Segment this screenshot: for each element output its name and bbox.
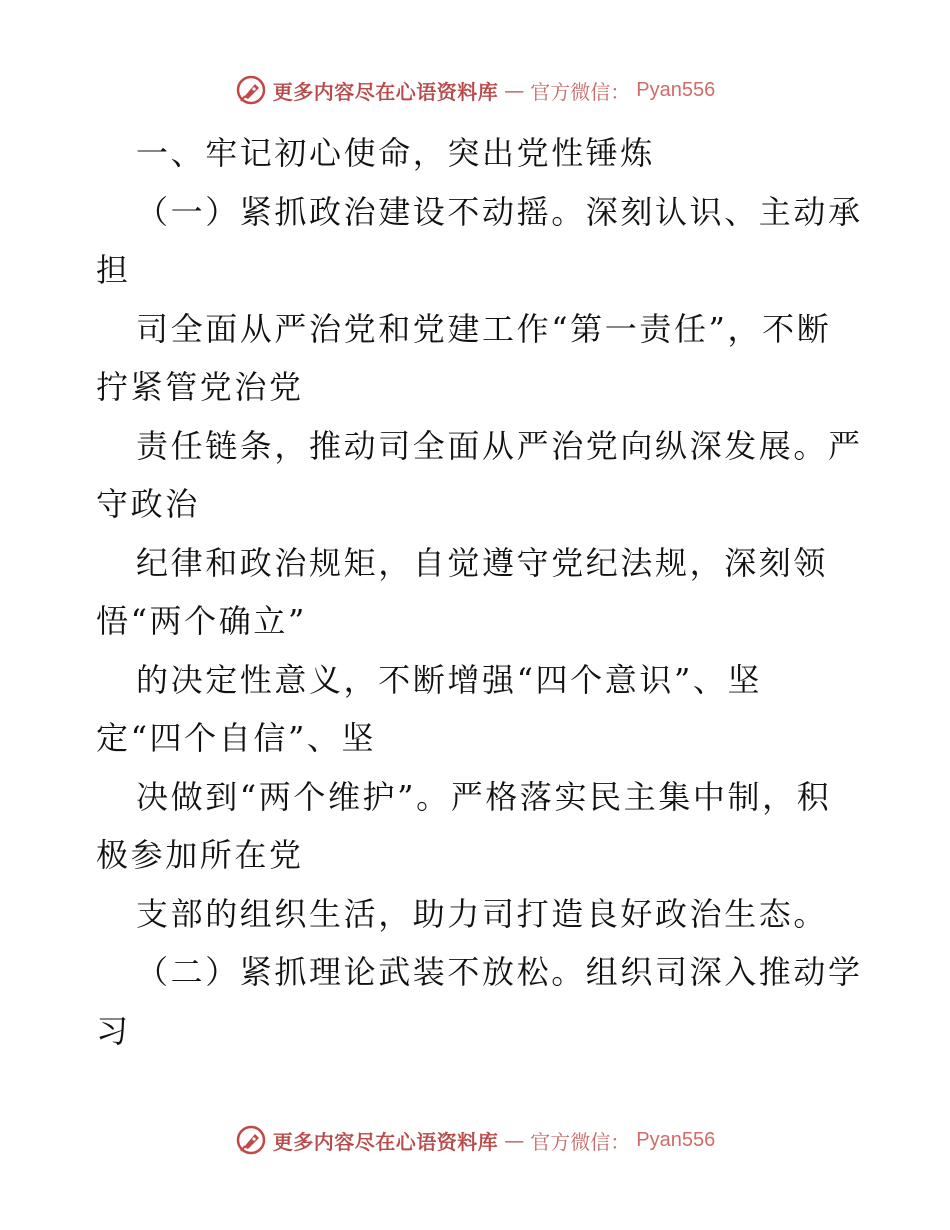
pen-nib-logo-icon <box>235 1124 267 1156</box>
document-body <box>96 124 863 1060</box>
paragraph-line: 责任链条，推动司全面从严治党向纵深发展。严 <box>136 426 863 465</box>
paragraph-line: 担 <box>96 251 131 289</box>
paragraph-line: 定“四个自信”、坚 <box>96 719 377 757</box>
header-wechat-label: 官方微信： <box>530 79 631 104</box>
footer-brand <box>235 1124 715 1156</box>
page-header <box>0 72 950 108</box>
paragraph-line: 悟“两个确立” <box>96 602 307 640</box>
header-brand-text: 更多内容尽在心语资料库 <box>272 79 499 104</box>
paragraph-line: 拧紧管党治党 <box>96 368 304 406</box>
paragraph-line: 支部的组织生活，助力司打造良好政治生态。 <box>136 894 829 933</box>
page-footer <box>0 1122 950 1158</box>
paragraph-line: 极参加所在党 <box>96 836 304 874</box>
section-heading: 一、牢记初心使命，突出党性锤炼 <box>136 134 656 172</box>
header-brand <box>235 74 715 106</box>
paragraph-line: 决做到“两个维护”。严格落实民主集中制，积 <box>136 777 832 816</box>
paragraph-line: 司全面从严治党和党建工作“第一责任”，不断 <box>136 309 832 348</box>
paragraph-line: 的决定性意义，不断增强“四个意识”、坚 <box>136 660 763 699</box>
paragraph-line: 习 <box>96 1011 131 1050</box>
footer-wechat-id: Pyan556 <box>636 1128 716 1151</box>
paragraph-line: （二）紧抓理论武装不放松。组织司深入推动学 <box>136 953 863 991</box>
paragraph-line: （一）紧抓政治建设不动摇。深刻认识、主动承 <box>136 192 863 231</box>
pen-nib-logo-icon <box>235 74 267 106</box>
footer-wechat-label: 官方微信： <box>530 1129 631 1154</box>
header-dash: — <box>504 78 525 102</box>
paragraph-line: 守政治 <box>96 485 200 523</box>
footer-dash: — <box>504 1128 525 1152</box>
header-wechat-id: Pyan556 <box>636 78 716 101</box>
footer-brand-text: 更多内容尽在心语资料库 <box>272 1129 499 1154</box>
paragraph-line: 纪律和政治规矩，自觉遵守党纪法规，深刻领 <box>136 543 829 582</box>
